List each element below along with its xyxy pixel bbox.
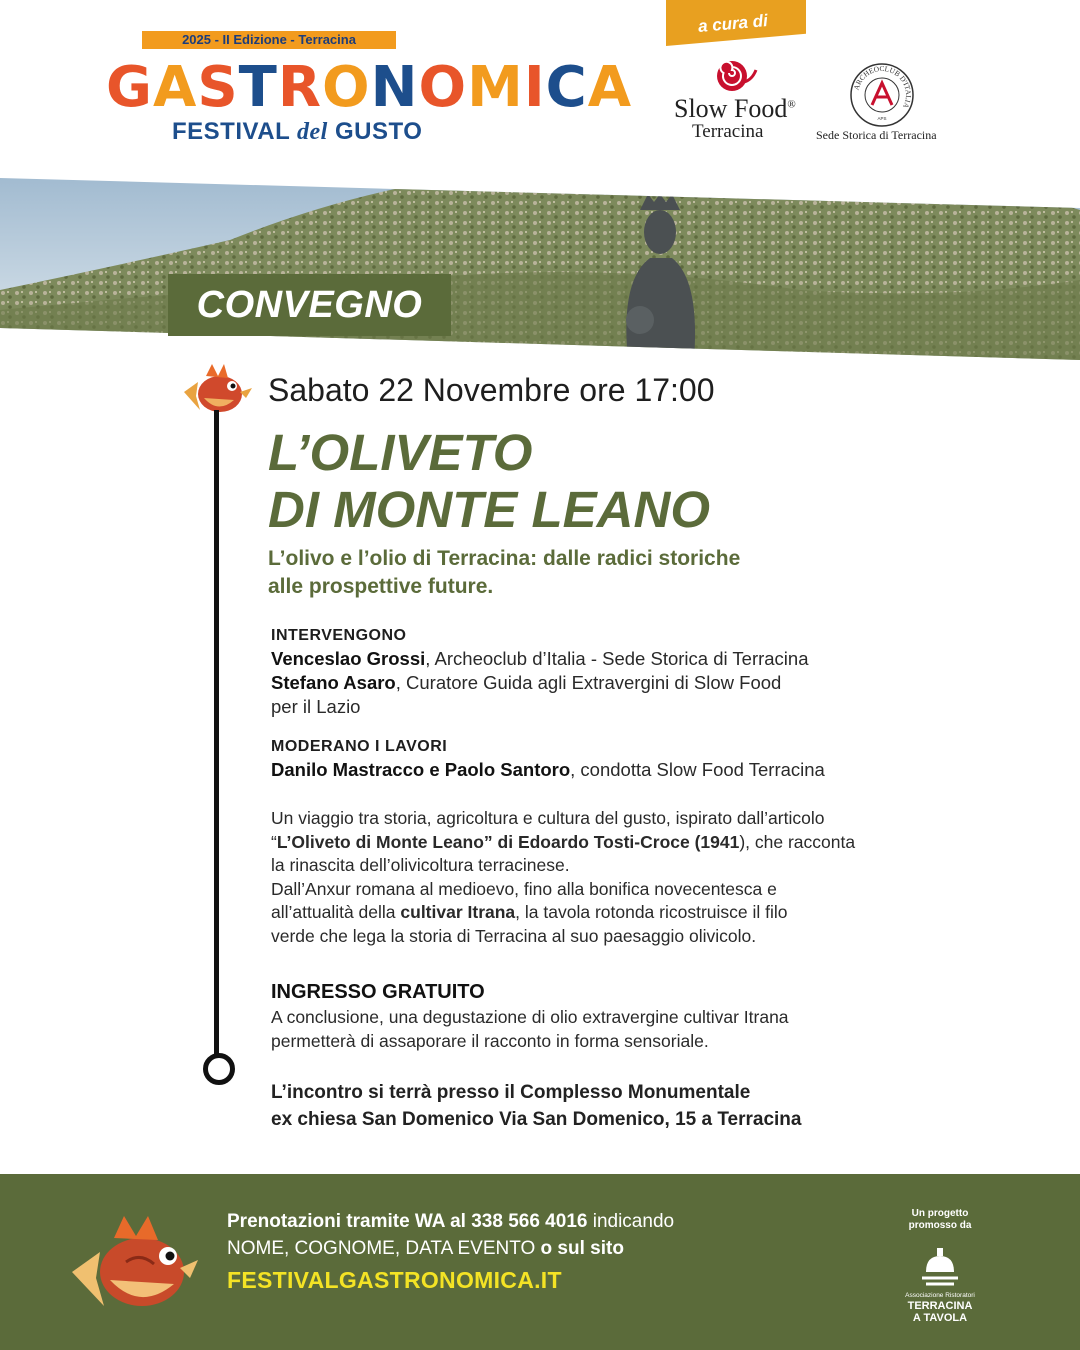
description-line: Dall’Anxur romana al medioevo, fino alla bonifica novecentesca e: [271, 878, 777, 899]
speaker-item: [271, 647, 809, 671]
description-text: ), che racconta: [739, 831, 856, 852]
entry-line: permetterà di assaporare il racconto in forma sensoriale.: [271, 1030, 709, 1051]
logo-letter: I: [523, 55, 546, 120]
event-subtitle: [268, 545, 740, 601]
moderators-label: MODERANO I LAVORI: [271, 738, 448, 755]
logo-letter: S: [197, 55, 239, 120]
venue-line: ex chiesa San Domenico Via San Domenico, 15 a Terracina: [271, 1109, 802, 1130]
description: [271, 807, 855, 948]
booking-or-site: o sul sito: [535, 1238, 624, 1259]
speakers-list: [271, 647, 809, 719]
description-text: all’attualità della: [271, 902, 401, 922]
description-line: [271, 831, 855, 855]
slowfood-city: Terracina: [692, 121, 764, 142]
festival-logo-text: [106, 55, 633, 120]
timeline-line: [214, 410, 219, 1058]
timeline-end-dot: [203, 1053, 235, 1085]
moderators-line: [271, 758, 825, 782]
footer-fish-icon: [70, 1212, 200, 1316]
speaker-role: , Curatore Guida agli Extravergini di Slow Food: [395, 672, 782, 693]
logo-letter: C: [545, 55, 588, 120]
logo-letter: R: [277, 55, 322, 120]
slowfood-reg-mark: ®: [787, 98, 796, 111]
promo-name-line1: TERRACINA: [907, 1300, 973, 1312]
logo-sub-gusto: GUSTO: [334, 118, 423, 145]
booking-line: [227, 1208, 674, 1235]
speaker-name: Stefano Asaro: [271, 672, 396, 693]
landscape-banner-image: [0, 170, 1080, 360]
booking-line: [227, 1235, 674, 1262]
promo-association: Associazione Ristoratori: [905, 1292, 975, 1299]
speaker-item: [271, 671, 809, 695]
booking-fields: NOME, COGNOME, DATA EVENTO: [227, 1238, 536, 1259]
promo-name: [890, 1300, 990, 1324]
entry-text: [271, 1006, 789, 1053]
event-title: [268, 424, 710, 538]
edition-tag: 2025 - II Edizione - Terracina: [142, 31, 396, 49]
terracina-a-tavola-logo-icon: [918, 1246, 962, 1290]
convegno-label: CONVEGNO: [168, 274, 451, 336]
speaker-name: Venceslao Grossi: [271, 648, 426, 669]
speakers-label: INTERVENGONO: [271, 627, 407, 644]
speaker-role: , Archeoclub d’Italia - Sede Storica di Terracina: [425, 648, 809, 669]
booking-text: indicando: [587, 1211, 675, 1232]
archeoclub-logo-icon: [849, 62, 915, 128]
festival-logo: [106, 55, 633, 120]
entry-title: INGRESSO GRATUITO: [271, 981, 485, 1003]
description-line: verde che lega la storia di Terracina al suo paesaggio olivicolo.: [271, 925, 757, 946]
event-title-line1: L’OLIVETO: [268, 424, 533, 481]
slowfood-name-text: Slow Food: [674, 94, 788, 123]
slowfood-snail-icon: [708, 58, 762, 94]
quote-open: “: [271, 831, 277, 852]
archeo-aps-text: APS: [877, 116, 887, 121]
moderators-names: Danilo Mastracco e Paolo Santoro: [271, 759, 571, 780]
logo-letter: G: [106, 55, 153, 120]
moderators-role: , condotta Slow Food Terracina: [570, 759, 825, 780]
venue-line: L’incontro si terrà presso il Complesso Monumentale: [271, 1082, 751, 1103]
promo-name-line2: A TAVOLA: [912, 1312, 968, 1324]
promo-title: Un progetto promosso da: [908, 1208, 972, 1231]
logo-letter: O: [321, 55, 371, 120]
slowfood-name: [674, 94, 796, 124]
logo-letter: N: [370, 55, 419, 120]
description-line: Un viaggio tra storia, agricoltura e cultura del gusto, ispirato dall’articolo: [271, 808, 825, 828]
logo-letter: T: [238, 55, 278, 120]
description-line: [271, 901, 855, 925]
booking-info: [227, 1208, 674, 1262]
festival-website-link[interactable]: FESTIVALGASTRONOMICA.IT: [227, 1267, 562, 1293]
logo-sub-del: del: [296, 119, 328, 145]
event-subtitle-line2: alle prospettive future.: [268, 575, 494, 598]
cura-di-label: a cura di: [697, 10, 769, 37]
booking-phone[interactable]: Prenotazioni tramite WA al 338 566 4016: [227, 1211, 588, 1232]
logo-letter: A: [587, 55, 633, 120]
logo-letter: A: [152, 55, 198, 120]
logo-letter: O: [418, 55, 468, 120]
description-text: , la tavola rotonda ricostruisce il filo: [515, 902, 788, 922]
archeoclub-caption: Sede Storica di Terracina: [816, 128, 937, 142]
venue: [271, 1079, 801, 1133]
logo-sub-festival: FESTIVAL: [172, 118, 290, 145]
event-date: Sabato 22 Novembre ore 17:00: [268, 372, 715, 408]
cultivar-highlight: cultivar Itrana: [400, 902, 516, 922]
event-title-line2: DI MONTE LEANO: [268, 481, 710, 538]
logo-letter: M: [467, 55, 524, 120]
event-subtitle-line1: L’olivo e l’olio di Terracina: dalle radici storiche: [268, 547, 741, 570]
article-citation: L’Oliveto di Monte Leano” di Edoardo Tosti-Croce (1941: [276, 831, 740, 852]
archeo-ring-text: ARCHEOCLUB D'ITALIA: [851, 63, 914, 110]
festival-logo-subtitle: [172, 118, 422, 146]
description-line: la rinascita dell’olivicoltura terracinese.: [271, 855, 570, 875]
entry-line: A conclusione, una degustazione di olio extravergine cultivar Itrana: [271, 1007, 789, 1027]
speaker-role-continued: per il Lazio: [271, 696, 361, 717]
